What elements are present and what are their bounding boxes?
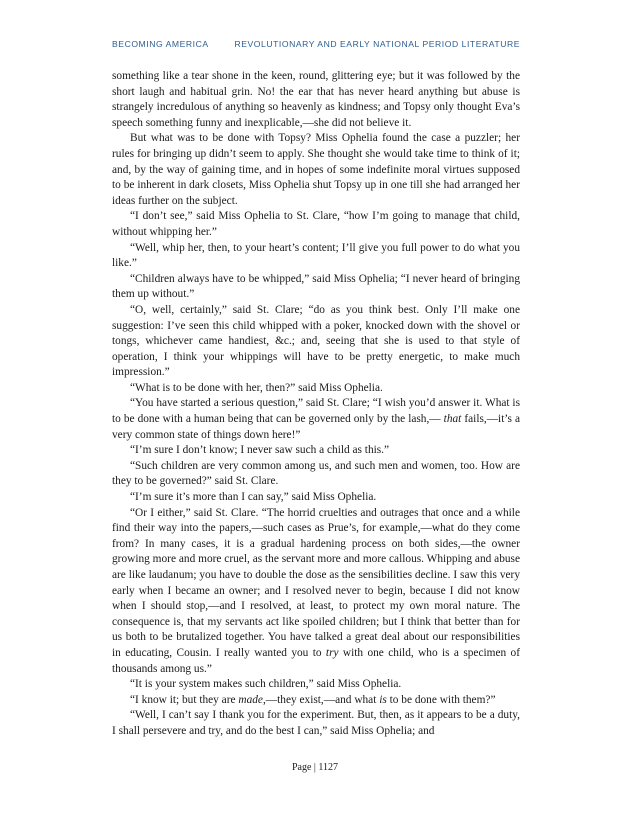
text-run: “Such children are very common among us, and such men and women, too. How are they to be governed?” said St. Clare. (112, 459, 520, 488)
text-run: “O, well, certainly,” said St. Clare; “do as you think best. Only I’ll make one suggestion: I’ve seen this child whipped with a poker, knocked down with the shovel or tongs, whichever came handiest, &c.; and, seeing that she is used to that style of operation, I think your whippings will have to be pretty energetic, to make much impression.” (112, 303, 520, 379)
paragraph (112, 131, 520, 209)
text-run: fails,—it’s a very common state of things down here!” (112, 413, 520, 441)
page-separator: | (313, 762, 316, 773)
text-run: with one child, who is a specimen of thousands among us.” (112, 646, 520, 675)
text-run: “Children always have to be whipped,” said Miss Ophelia; “I never heard of bringing them up without.” (112, 272, 520, 301)
paragraph (112, 381, 520, 397)
text-run: “Well, whip her, then, to your heart’s content; I’ll give you full power to do what you like.” (112, 241, 520, 270)
page-label: Page (291, 762, 312, 773)
paragraph (112, 708, 520, 739)
paragraph (112, 272, 520, 303)
page-number: 1127 (318, 762, 339, 773)
header-book-title: BECOMING AMERICA (112, 39, 209, 49)
text-run: ,—they exist,—and what (262, 693, 380, 706)
italic-text: that (443, 413, 462, 426)
paragraph (112, 241, 520, 272)
text-run: “I don’t see,” said Miss Ophelia to St. Clare, “how I’m going to manage that child, without whipping her.” (112, 210, 520, 238)
paragraph (112, 693, 520, 709)
text-run: “I know it; but they are (130, 693, 239, 706)
paragraph (112, 443, 520, 459)
paragraph (112, 303, 520, 381)
paragraph (112, 459, 520, 490)
text-run: something like a tear shone in the keen, round, glittering eye; but it was followed by the short laugh and habitual grin. No! the ear that has never heard anything but abuse is strangely incredulous of anything so heavenly as kindness; and Topsy only thought Eva’s speech something funny and inexplicable,—she did not believe it. (112, 70, 520, 129)
text-run: “Well, I can’t say I thank you for the experiment. But, then, as it appears to be a duty, I shall persevere and try, and do the best I can,” said Miss Ophelia; and (112, 709, 520, 737)
body-text (112, 69, 520, 740)
text-run: “It is your system makes such children,” said Miss Ophelia. (130, 678, 402, 691)
text-run: to be done with them?” (386, 693, 496, 706)
text-run: “I’m sure it’s more than I can say,” said Miss Ophelia. (130, 491, 377, 504)
text-run: “You have started a serious question,” said St. Clare; “I wish you’d answer it. What is to be done with a human being that can be governed only by the lash,— (112, 397, 520, 426)
paragraph (112, 490, 520, 506)
header-section-title: REVOLUTIONARY AND EARLY NATIONAL PERIOD LITERATURE (234, 39, 520, 49)
page-footer (0, 762, 630, 773)
paragraph (112, 677, 520, 693)
text-run: “Or I either,” said St. Clare. “The horrid cruelties and outrages that once and a while find their way into the papers,—such cases as Prue’s, for example,—what do they come from? In many cases, it is a gradual hardening process on both sides,—the owner growing more and more cruel, as the servant more and more callous. Whipping and abuse are like laudanum; you have to double the dose as the sensibilities decline. I saw this very early when I became an owner; and I resolved never to begin, because I did not know when I should stop,—and I resolved, at least, to protect my own moral nature. The consequence is, that my servants act like spoiled children; but I think that better than for us both to be brutalized together. You have talked a great deal about our responsibilities in educating, Cousin. I really wanted you to (112, 506, 520, 659)
text-run: “I’m sure I don’t know; I never saw such a child as this.” (130, 444, 390, 457)
paragraph (112, 209, 520, 240)
running-header (112, 39, 520, 49)
text-run: But what was to be done with Topsy? Miss Ophelia found the case a puzzler; her rules for bringing up didn’t seem to apply. She thought she would take time to think of it; and, by the way of gaining time, and in hopes of some indefinite moral virtues supposed to be inherent in dark closets, Miss Ophelia shut Topsy up in one till she had arranged her ideas further on the subject. (112, 132, 520, 207)
text-run: “What is to be done with her, then?” said Miss Ophelia. (130, 381, 383, 394)
paragraph (112, 506, 520, 678)
paragraph (112, 69, 520, 131)
italic-text: made (238, 693, 263, 706)
paragraph (112, 396, 520, 443)
italic-text: try (325, 646, 339, 659)
italic-text: is (379, 693, 387, 706)
